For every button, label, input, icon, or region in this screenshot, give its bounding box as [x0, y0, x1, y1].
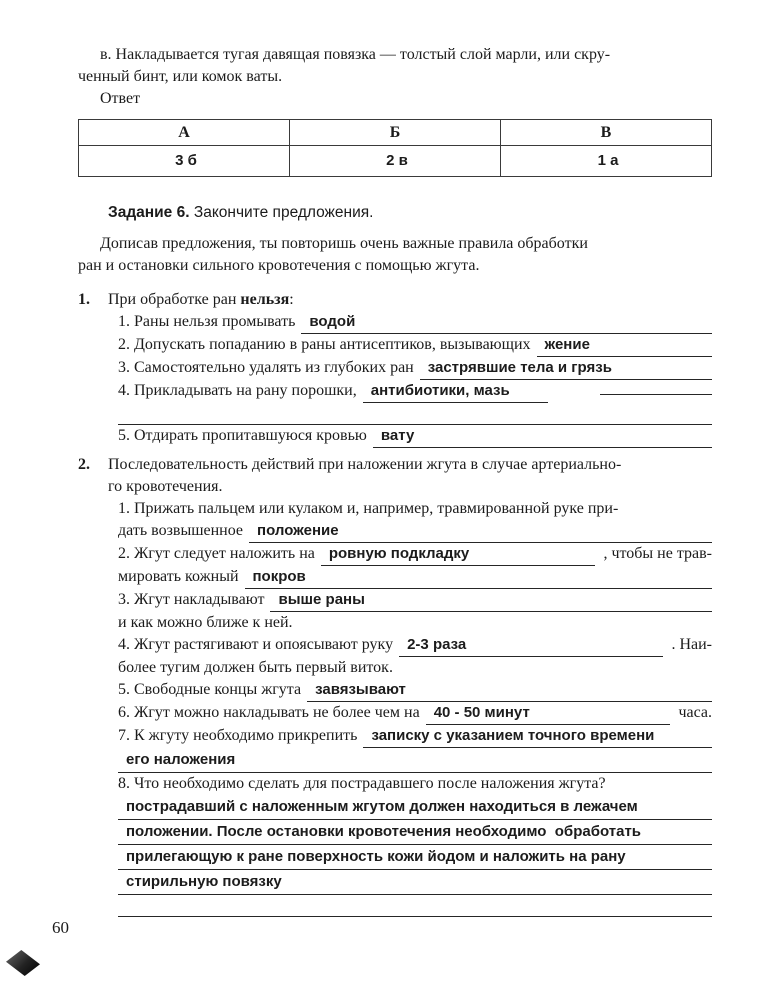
q2-item-4-text-2: . Наи- [671, 636, 712, 653]
q2-item-1-answer: положение [257, 522, 339, 539]
q2-item-4-line-1 [118, 634, 712, 657]
q2-item-2-line-2 [118, 566, 712, 589]
q1-item-4-blank [363, 380, 548, 403]
q2-item-6 [118, 702, 712, 725]
answer-table-value-row [79, 146, 712, 177]
question-2-header [78, 454, 712, 498]
answer-table-cell-v [501, 146, 712, 177]
question-1-text-pre: При обработке ран [108, 291, 241, 308]
q2-item-8-answer-text-2: положении. После остановки кровотечения необходимо обработать [126, 823, 642, 840]
q2-item-6-text-1: 6. Жгут можно накладывать не более чем на [118, 704, 420, 721]
answer-table-header-b: Б [290, 120, 501, 146]
q2-item-7-answer-1: записку с указанием точного времени [371, 727, 655, 744]
task-label: Задание 6. [108, 204, 190, 221]
q2-item-3-blank [270, 589, 712, 612]
question-1-header [78, 289, 712, 311]
q2-item-3-text: 3. Жгут накладывают [118, 591, 265, 608]
q2-item-2-text-1: 2. Жгут следует наложить на [118, 545, 315, 562]
q2-item-7-blank-1 [363, 725, 712, 748]
answer-v: 1 а [597, 152, 619, 169]
q1-item-1-text: 1. Раны нельзя промывать [118, 313, 296, 330]
question-1-text-post: : [289, 291, 294, 308]
question-2-text-line-1: Последовательность действий при наложении жгута в случае артериально- [108, 456, 622, 473]
q2-item-2-line-1 [118, 543, 712, 566]
q1-empty-blank-line [118, 403, 712, 425]
q2-item-5-blank [307, 679, 712, 702]
q1-item-3-blank [420, 357, 712, 380]
task-heading [108, 203, 712, 223]
q1-item-4-answer: антибиотики, мазь [370, 382, 510, 399]
q1-item-2 [118, 334, 712, 357]
q2-item-4-blank [399, 634, 663, 657]
page-content [78, 44, 712, 917]
corner-decoration-icon [6, 950, 40, 976]
q1-item-1-answer: водой [309, 313, 356, 330]
question-2-number: 2. [78, 456, 90, 473]
q2-item-2-answer-2: покров [252, 568, 306, 585]
q2-item-2-text-2: , чтобы не трав- [603, 545, 712, 562]
q2-item-5-text: 5. Свободные концы жгута [118, 681, 302, 698]
question-2-text-line-2: го кровотечения. [108, 478, 223, 495]
answer-table-header-row [79, 120, 712, 146]
q1-item-2-answer: жение [544, 336, 590, 353]
q1-item-3-answer: застрявшие тела и грязь [427, 359, 612, 376]
q2-item-5 [118, 679, 712, 702]
q1-item-4-blank-2 [600, 394, 712, 395]
q2-item-8-question: 8. Что необходимо сделать для пострадавшего после наложения жгута? [118, 775, 606, 792]
answer-label: Ответ [100, 90, 141, 107]
q2-item-3-answer: выше раны [278, 591, 365, 608]
question-1-items [118, 311, 712, 448]
q2-item-3-line-2: и как можно ближе к ней. [118, 614, 293, 631]
q2-item-8-answer-line-4 [118, 870, 712, 895]
answer-table-cell-a [79, 146, 290, 177]
q2-item-8-answer-text-4: стирильную повязку [126, 873, 282, 890]
page-number: 60 [52, 918, 69, 937]
answer-table [78, 119, 712, 177]
q2-item-1-blank [249, 520, 712, 543]
question-2-text [108, 454, 621, 498]
answer-b: 2 в [386, 152, 408, 169]
question-1-text-bold: нельзя [240, 291, 290, 308]
answer-a: 3 б [175, 152, 197, 169]
q2-item-4-line-2: более тугим должен быть первый виток. [118, 659, 393, 676]
q2-item-3-line-1 [118, 589, 712, 612]
top-paragraph-line-2: ченный бинт, или комок ваты. [78, 68, 283, 85]
q1-item-5-answer: вату [380, 427, 415, 444]
q2-item-2-text-3: мировать кожный [118, 568, 239, 585]
q2-item-2-blank-1 [321, 543, 596, 566]
q1-item-3 [118, 357, 712, 380]
q2-item-1-line-2 [118, 520, 712, 543]
q1-item-4 [118, 380, 712, 403]
q2-item-4-text-1: 4. Жгут растягивают и опоясывают руку [118, 636, 394, 653]
q1-item-2-blank [537, 334, 712, 357]
q2-item-1-line-1: 1. Прижать пальцем или кулаком и, например, травмированной руке при- [118, 500, 619, 517]
q2-item-8-answer-text-1: пострадавший с наложенным жгутом должен находиться в лежачем [126, 798, 638, 815]
question-2-items [118, 498, 712, 917]
q2-item-2-blank-2 [245, 566, 713, 589]
q1-item-2-text: 2. Допускать попаданию в раны антисептиков, вызывающих [118, 336, 531, 353]
answer-table-header-a: А [79, 120, 290, 146]
q2-item-8-answer-line-2 [118, 820, 712, 845]
q2-item-7-text: 7. К жгуту необходимо прикрепить [118, 727, 358, 744]
task-intro-line-2: ран и остановки сильного кровотечения с помощью жгута. [78, 257, 480, 274]
q2-item-1-text: дать возвышенное [118, 522, 244, 539]
q1-item-3-text: 3. Самостоятельно удалять из глубоких ран [118, 359, 414, 376]
q2-item-7-answer-2: его наложения [126, 751, 236, 768]
q1-item-5-blank [373, 425, 712, 448]
q2-item-8-answer-line-1 [118, 795, 712, 820]
q2-item-5-answer: завязывают [315, 681, 406, 698]
task-intro-line-1: Дописав предложения, ты повторишь очень важные правила обработки [100, 235, 588, 252]
q2-item-7-line-2 [118, 748, 712, 773]
q2-item-8-answer-text-3: прилегающую к ране поверхность кожи йодом и наложить на рану [126, 848, 626, 865]
question-1-number: 1. [78, 291, 90, 308]
top-paragraph-line-1: в. Накладывается тугая давящая повязка — толстый слой марли, или скру- [100, 46, 611, 63]
q1-item-1-blank [301, 311, 712, 334]
q2-item-6-text-2: часа. [678, 704, 712, 721]
q2-item-8-answer-line-3 [118, 845, 712, 870]
q1-item-5 [118, 425, 712, 448]
q2-item-2-answer-1: ровную подкладку [328, 545, 470, 562]
q2-item-6-answer: 40 - 50 минут [433, 704, 530, 721]
q2-item-8-empty-blank-line [118, 895, 712, 917]
task-intro [78, 233, 712, 277]
answer-table-cell-b [290, 146, 501, 177]
q2-item-7-line-1 [118, 725, 712, 748]
q2-item-6-blank [426, 702, 671, 725]
task-title: Закончите предложения. [189, 204, 374, 221]
question-1-text [108, 289, 294, 311]
q2-item-4-answer: 2-3 раза [407, 636, 467, 653]
answer-table-header-v: В [501, 120, 712, 146]
q1-item-1 [118, 311, 712, 334]
q1-item-5-text: 5. Отдирать пропитавшуюся кровью [118, 427, 367, 444]
q1-item-4-text: 4. Прикладывать на рану порошки, [118, 382, 357, 399]
